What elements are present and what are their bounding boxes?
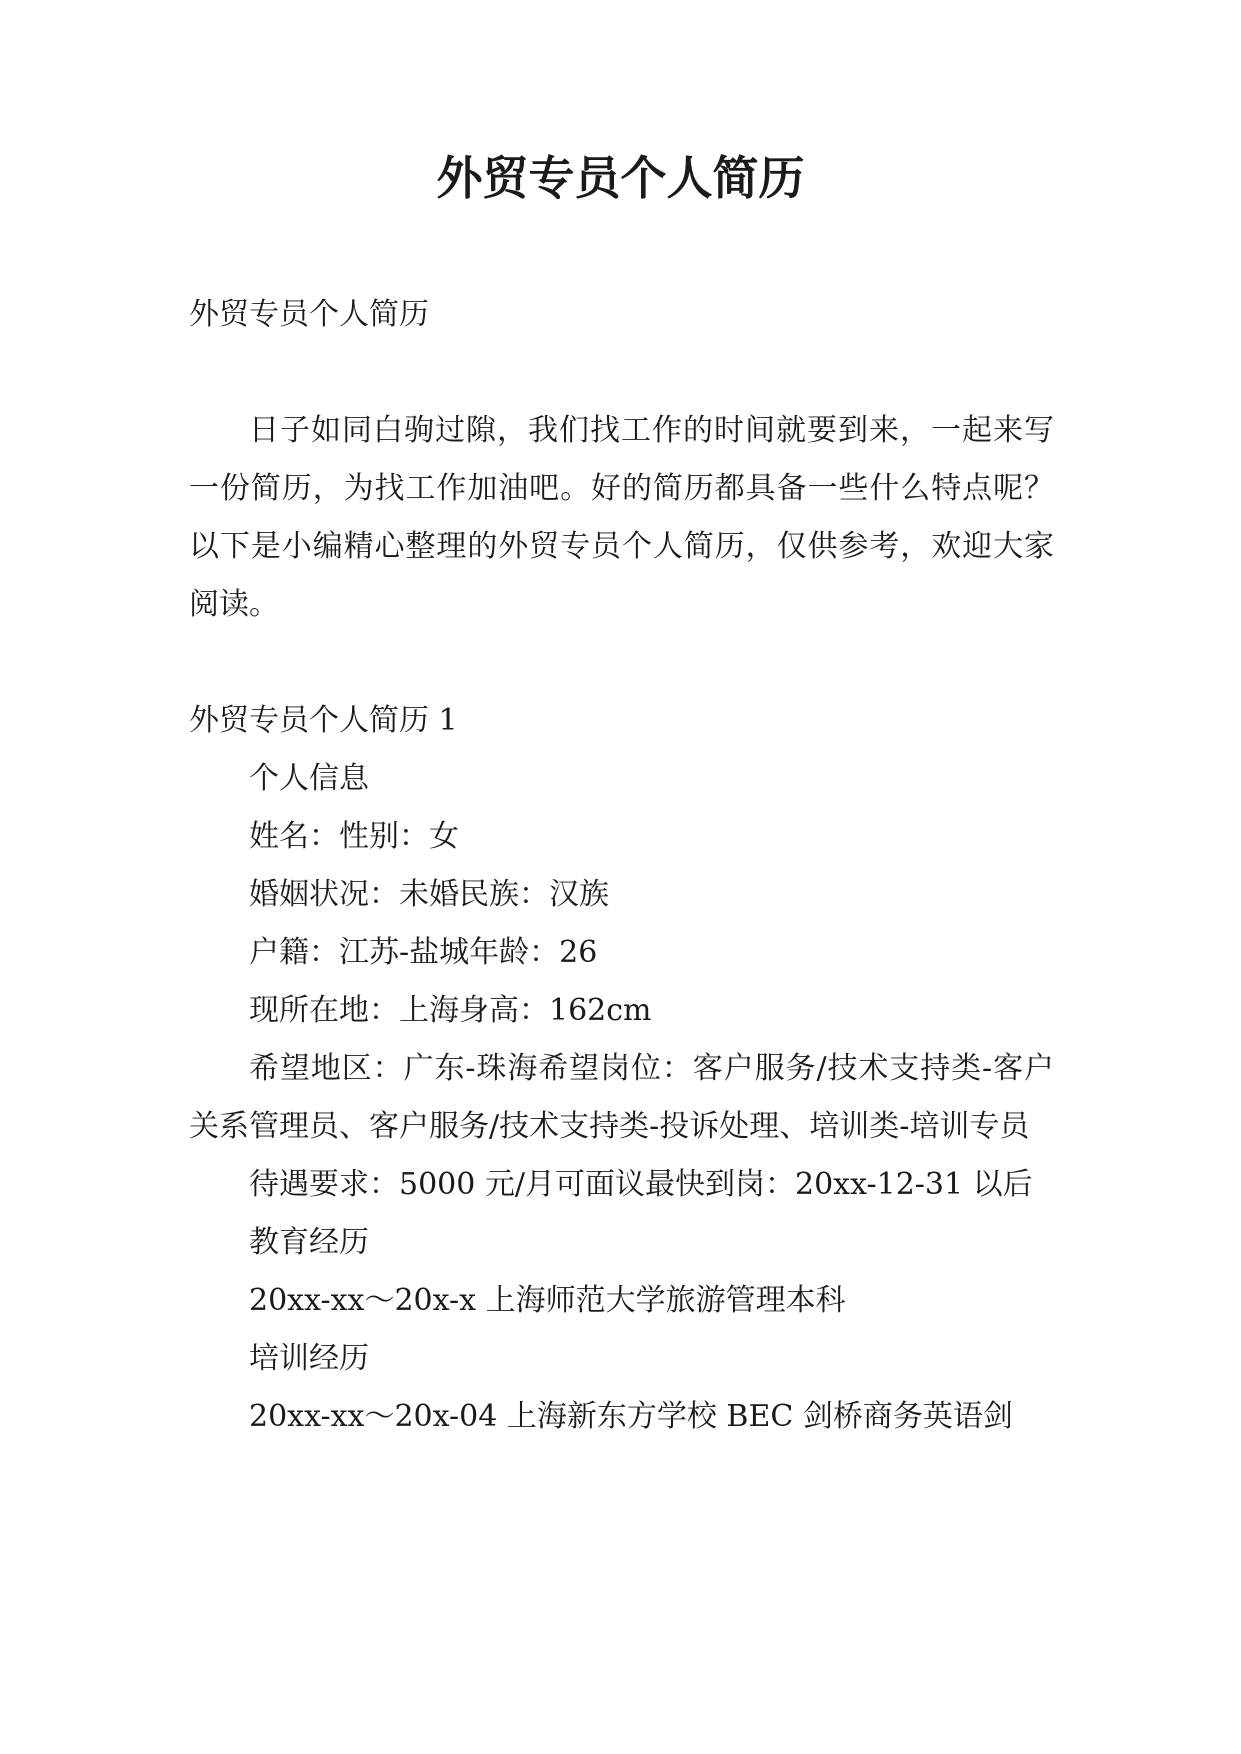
info-line-location-height: 现所在地：上海身高：162cm: [249, 993, 652, 1028]
info-line-marital-ethnicity: 婚姻状况：未婚民族：汉族: [249, 877, 609, 912]
intro-paragraph: 日子如同白驹过隙，我们找工作的时间就要到来，一起来写一份简历，为找工作加油吧。好的简历都具备一些什么特点呢？以下是小编精心整理的外贸专员个人简历，仅供参考，欢迎大家阅读。: [189, 413, 1054, 622]
education-heading: 教育经历: [249, 1225, 369, 1260]
personal-info-heading: 个人信息: [249, 761, 369, 796]
info-line-desired-region-position: 希望地区：广东-珠海希望岗位：客户服务/技术支持类-客户关系管理员、客户服务/技术支持类-投诉处理、培训类-培训专员: [189, 1051, 1054, 1144]
document-body: [189, 286, 1054, 1446]
education-entry: 20xx-xx～20x-x 上海师范大学旅游管理本科: [249, 1283, 846, 1318]
info-line-hometown-age: 户籍：江苏-盐城年龄：26: [249, 935, 598, 970]
document-title: 外贸专员个人简历: [436, 151, 805, 205]
training-entry: 20xx-xx～20x-04 上海新东方学校 BEC 剑桥商务英语剑: [249, 1399, 1013, 1434]
training-heading: 培训经历: [249, 1341, 369, 1376]
info-line-name-gender: 姓名：性别：女: [249, 819, 459, 854]
section-heading: 外贸专员个人简历 1: [189, 703, 458, 738]
info-line-salary-availability: 待遇要求：5000 元/月可面议最快到岗：20xx-12-31 以后: [249, 1167, 1033, 1202]
subtitle: 外贸专员个人简历: [189, 297, 429, 332]
